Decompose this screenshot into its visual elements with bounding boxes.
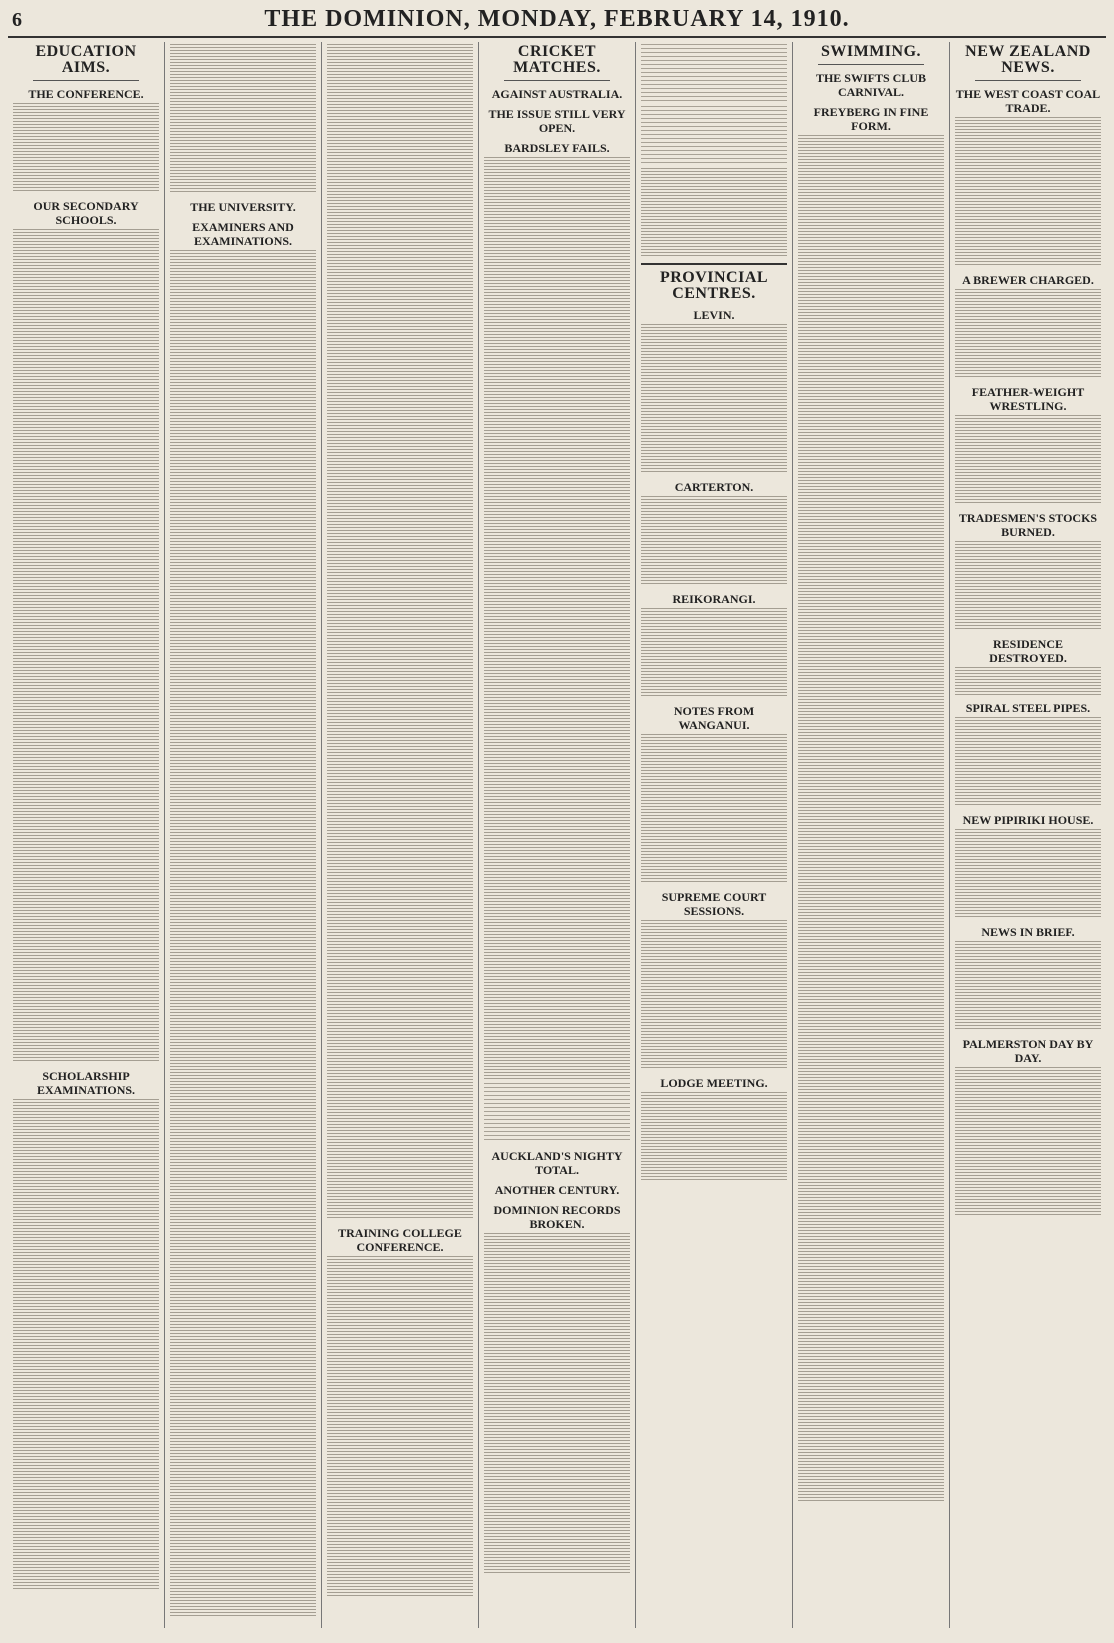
- section-title: LEVIN.: [693, 308, 735, 322]
- sub-heading: FREYBERG IN FINE FORM.: [813, 105, 929, 133]
- section-title: SUPREME COURT SESSIONS.: [661, 890, 767, 918]
- columns: [8, 42, 1106, 1628]
- section-title: FEATHER-WEIGHT WRESTLING.: [971, 385, 1085, 413]
- sub-heading: THE WEST COAST COAL TRADE.: [955, 87, 1101, 115]
- section-title: NEW PIPIRIKI HOUSE.: [962, 813, 1094, 827]
- column-2: [165, 42, 322, 1628]
- section-title: TRAINING COLLEGE CONFERENCE.: [338, 1226, 462, 1254]
- section-title: ANOTHER CENTURY.: [494, 1183, 620, 1197]
- newspaper-page: [8, 6, 1106, 1631]
- section-title: PALMERSTON DAY BY DAY.: [962, 1037, 1094, 1065]
- section-title: EXAMINERS AND EXAMINATIONS.: [192, 220, 294, 248]
- score-table: [484, 1083, 630, 1143]
- newspaper-title: THE DOMINION, MONDAY, FEBRUARY 14, 1910.: [264, 6, 850, 32]
- column-5: [636, 42, 793, 1628]
- section-title: DOMINION RECORDS BROKEN.: [493, 1203, 621, 1231]
- section-title: RESIDENCE DESTROYED.: [989, 637, 1067, 665]
- section-title: SCHOLARSHIP EXAMINATIONS.: [36, 1069, 136, 1097]
- column-3: [322, 42, 479, 1628]
- section-title: TRADESMEN'S STOCKS BURNED.: [958, 511, 1098, 539]
- section-title: OUR SECONDARY SCHOOLS.: [33, 199, 139, 227]
- masthead: [8, 6, 1106, 38]
- section-title: NOTES FROM WANGANUI.: [673, 704, 755, 732]
- column-4: [479, 42, 636, 1628]
- section-title: A BREWER CHARGED.: [962, 273, 1094, 287]
- article-heading: CRICKET MATCHES.: [513, 43, 601, 76]
- section-title: THE UNIVERSITY.: [190, 200, 296, 214]
- article-heading: SWIMMING.: [820, 43, 922, 60]
- sub-heading: THE ISSUE STILL VERY OPEN.: [488, 107, 626, 135]
- page-number: 6: [12, 9, 22, 31]
- section-heading: PROVINCIAL CENTRES.: [659, 269, 769, 302]
- article-heading: EDUCATION AIMS.: [35, 43, 137, 76]
- section-title: THE CONFERENCE.: [28, 87, 144, 101]
- section-title: SPIRAL STEEL PIPES.: [965, 701, 1091, 715]
- column-6: [793, 42, 950, 1628]
- score-table: [641, 44, 787, 104]
- sub-heading: BARDSLEY FAILS.: [504, 141, 610, 155]
- sub-heading: THE SWIFTS CLUB CARNIVAL.: [815, 71, 927, 99]
- article-heading: NEW ZEALAND NEWS.: [965, 43, 1091, 76]
- section-title: NEWS IN BRIEF.: [981, 925, 1075, 939]
- section-title: LODGE MEETING.: [660, 1076, 768, 1090]
- column-7: [950, 42, 1106, 1628]
- sub-heading: AGAINST AUSTRALIA.: [491, 87, 623, 101]
- section-title: AUCKLAND'S NIGHTY TOTAL.: [491, 1149, 623, 1177]
- score-table: [641, 106, 787, 166]
- column-1: [8, 42, 165, 1628]
- section-title: CARTERTON.: [674, 480, 754, 494]
- section-title: REIKORANGI.: [672, 592, 756, 606]
